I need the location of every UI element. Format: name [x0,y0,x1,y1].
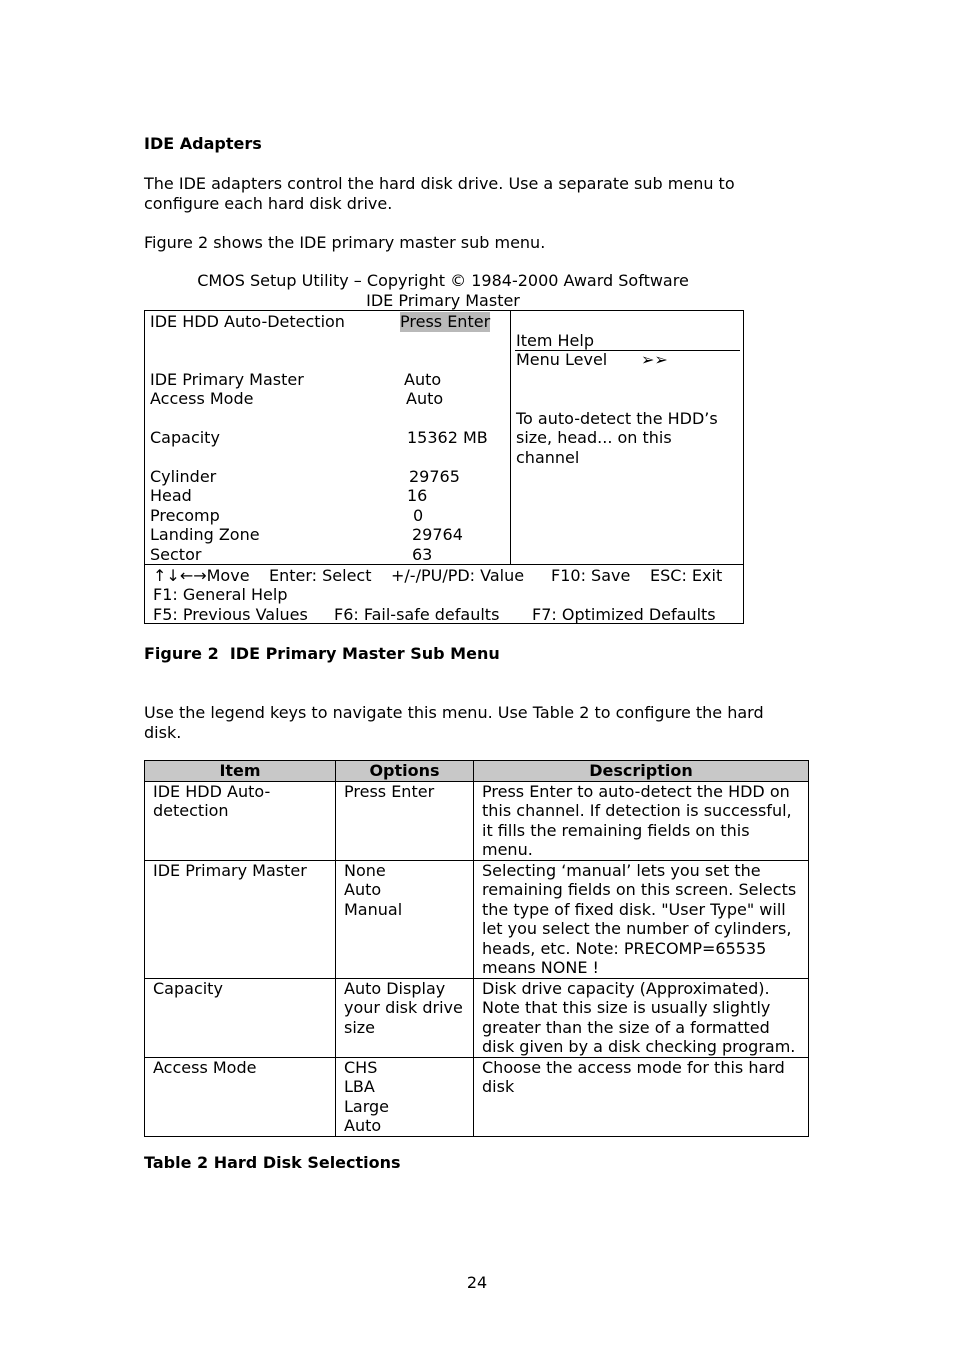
cell-item: IDE HDD Auto- detection [145,781,336,860]
cell-item: IDE Primary Master [145,860,336,978]
figure-reference-paragraph: Figure 2 shows the IDE primary master sub menu. [144,233,546,252]
section-heading: IDE Adapters [144,134,262,153]
cell-options: CHS LBA Large Auto [336,1057,474,1136]
cell-options: None Auto Manual [336,860,474,978]
field-label-head: Head [150,486,192,505]
bios-setup-screen [144,310,744,624]
field-label-precomp: Precomp [150,506,220,525]
field-label-primary-master: IDE Primary Master [150,370,304,389]
header-options: Options [336,761,474,782]
cell-description: Disk drive capacity (Approximated). Note that this size is usually slightly greater than the size of a formatted disk given by a disk checking program. [474,978,809,1057]
help-text-line3: channel [516,448,580,467]
legend-f1: F1: General Help [153,585,288,604]
legend-f6: F6: Fail-safe defaults [334,605,500,624]
field-label-access-mode: Access Mode [150,389,254,408]
cell-options: Press Enter [336,781,474,860]
menu-level-arrows-icon: ➢➢ [641,350,668,369]
table-row [145,781,809,860]
cell-options: Auto Display your disk drive size [336,978,474,1057]
header-description: Description [474,761,809,782]
table-header-row [145,761,809,782]
figure-caption: Figure 2 IDE Primary Master Sub Menu [144,644,500,663]
field-label-landing-zone: Landing Zone [150,525,260,544]
legend-esc: ESC: Exit [650,566,723,585]
field-value-access-mode[interactable]: Auto [406,389,444,408]
legend-enter: Enter: Select [269,566,372,585]
table-caption: Table 2 Hard Disk Selections [144,1153,401,1172]
field-value-primary-master[interactable]: Auto [404,370,442,389]
legend-f5: F5: Previous Values [153,605,308,624]
cell-description: Choose the access mode for this hard disk [474,1057,809,1136]
help-text-line1: To auto-detect the HDD’s [516,409,718,428]
table-intro-paragraph: Use the legend keys to navigate this menu. Use Table 2 to configure the hard disk. [144,703,764,742]
legend-arrows: ↑↓←→Move [153,566,250,585]
intro-paragraph: The IDE adapters control the hard disk drive. Use a separate sub menu to configure each hard disk drive. [144,174,735,213]
field-label-capacity: Capacity [150,428,220,447]
field-label-sector: Sector [150,545,202,564]
cell-description: Selecting ‘manual’ lets you set the remaining fields on this screen. Selects the type of fixed disk. "User Type" will let you select the number of cylinders, heads, etc. Note: PRECOMP=65535 means NONE ! [474,860,809,978]
table-row [145,860,809,978]
autodetect-label: IDE HDD Auto-Detection [150,312,345,331]
panel-divider [510,311,511,564]
field-value-cylinder: 29765 [409,467,460,486]
legend-value: +/-/PU/PD: Value [391,566,525,585]
cell-item: Access Mode [145,1057,336,1136]
field-label-cylinder: Cylinder [150,467,217,486]
bios-title-line1: CMOS Setup Utility – Copyright © 1984-2000 Award Software [197,271,689,290]
help-text-line2: size, head... on this [516,428,672,447]
field-value-sector: 63 [412,545,433,564]
legend-f7: F7: Optimized Defaults [532,605,716,624]
footer-divider [145,564,743,565]
legend-f10: F10: Save [551,566,631,585]
field-value-landing-zone: 29764 [412,525,463,544]
table-row [145,978,809,1057]
cell-description: Press Enter to auto-detect the HDD on this channel. If detection is successful, it fills the remaining fields on this menu. [474,781,809,860]
field-value-head: 16 [407,486,428,505]
autodetect-value[interactable]: Press Enter [400,312,491,331]
hard-disk-table [144,760,809,1137]
item-help-title: Item Help [516,331,594,350]
page-number: 24 [466,1273,488,1292]
cell-item: Capacity [145,978,336,1057]
header-item: Item [145,761,336,782]
field-value-capacity: 15362 MB [407,428,488,447]
table-row [145,1057,809,1136]
bios-title-line2: IDE Primary Master [366,291,520,310]
field-value-precomp: 0 [413,506,424,525]
menu-level-label: Menu Level [516,350,608,369]
